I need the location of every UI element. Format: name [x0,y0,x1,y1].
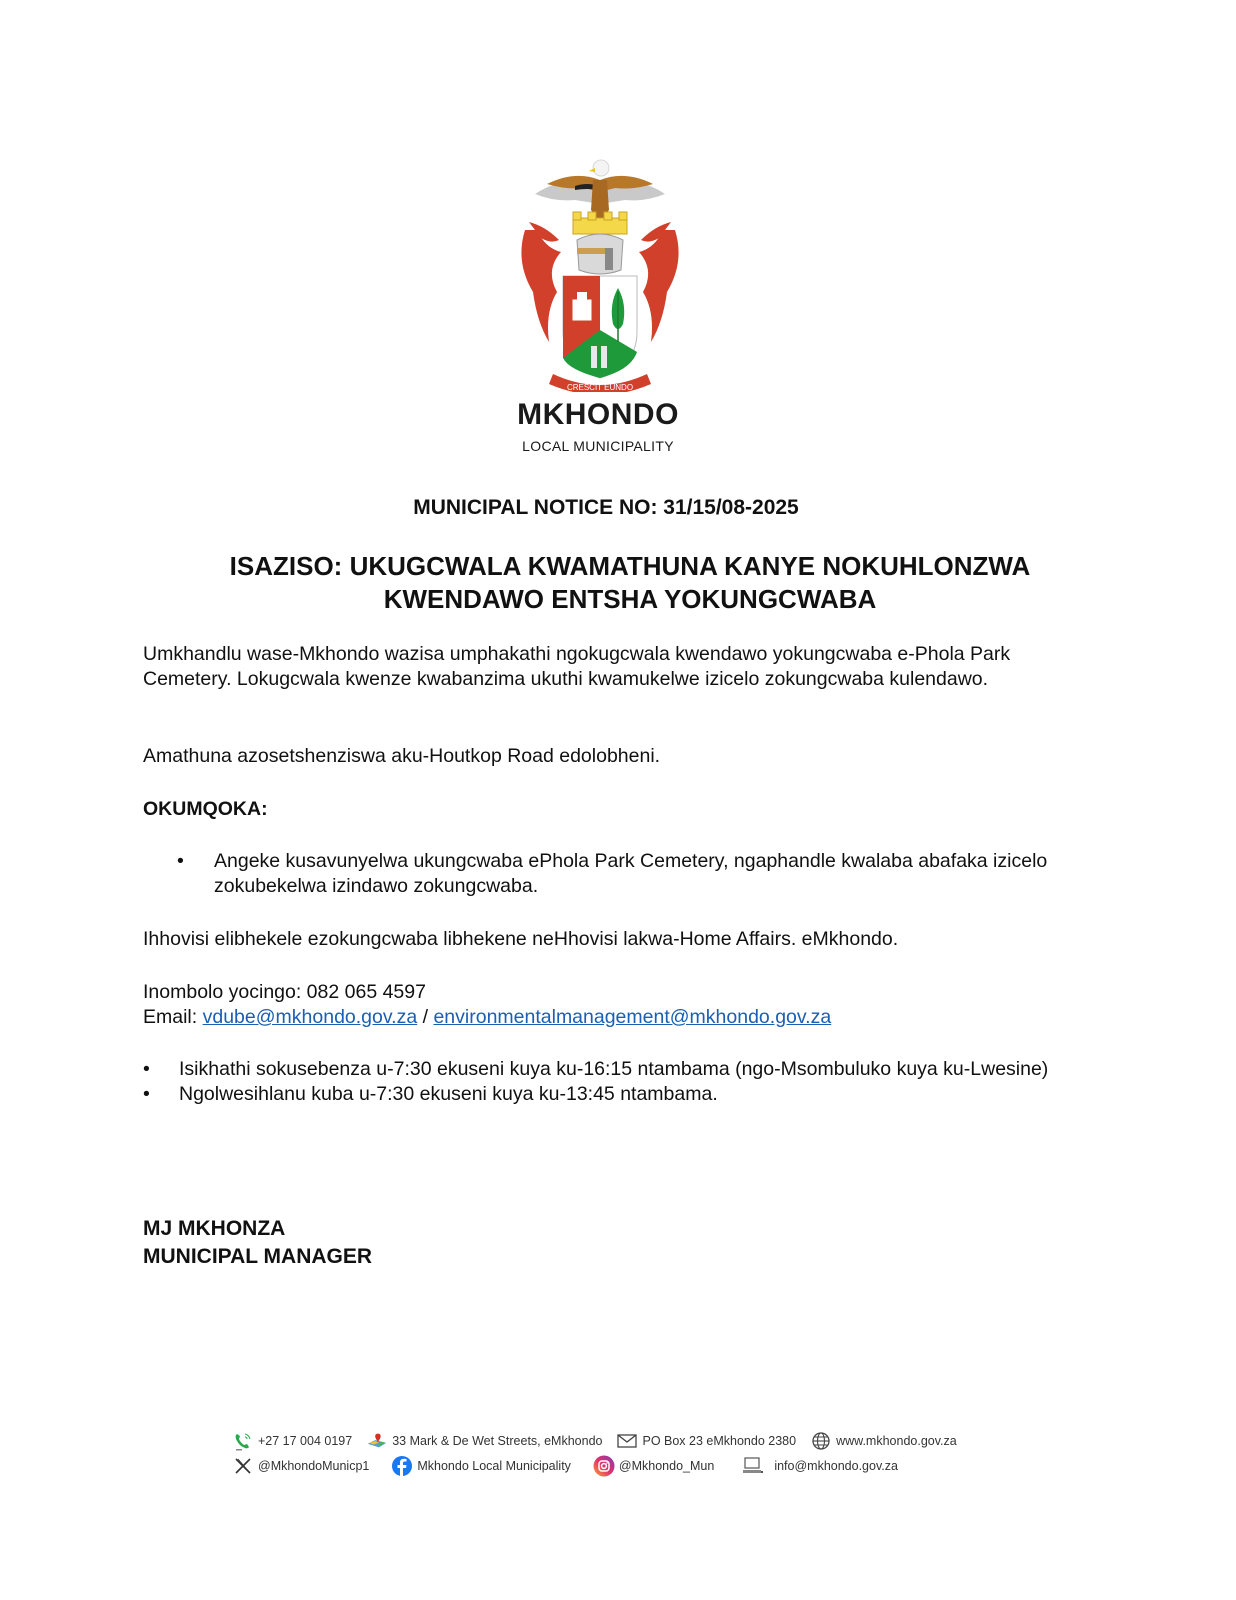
crest-motto: CRESCIT EUNDO [566,383,634,392]
footer-contacts [232,1428,972,1478]
notice-title-line1: ISAZISO: UKUGCWALA KWAMATHUNA KANYE NOKUHLONZWA [229,551,1031,581]
footer-website: www.mkhondo.gov.za [810,1430,957,1452]
signatory-name: MJ MKHONZA [143,1217,286,1240]
list-item [143,849,1083,899]
contact-block [143,980,1083,1030]
municipal-crest-logo [515,152,685,392]
globe-icon [810,1430,832,1452]
email-separator: / [417,1006,434,1028]
signatory-role: MUNICIPAL MANAGER [143,1245,373,1268]
footer-row-2 [232,1453,972,1478]
office-hours-list [143,1057,1083,1107]
list-item-text: Ngolwesihlanu kuba u-7:30 ekuseni kuya ku-13:45 ntambama. [179,1083,718,1105]
footer-instagram: @Mkhondo_Mun [593,1455,714,1477]
phone-line: Inombolo yocingo: 082 065 4597 [143,981,426,1003]
footer-email: info@mkhondo.gov.za [742,1455,898,1477]
bullet-icon: • [143,1083,150,1105]
bullet-icon: • [143,1058,150,1080]
footer-postal: PO Box 23 eMkhondo 2380 [616,1430,796,1452]
list-item-text: Isikhathi sokusebenza u-7:30 ekuseni kuya ku-16:15 ntambama (ngo-Msombuluko kuya ku-Lwesine) [179,1058,1049,1080]
notice-title [160,550,1100,616]
brand-subtitle: LOCAL MUNICIPALITY [522,438,674,454]
footer-facebook: Mkhondo Local Municipality [391,1455,571,1477]
footer-address: 33 Mark & De Wet Streets, eMkhondo [366,1430,602,1452]
list-item [143,1057,1083,1082]
bullet-icon: • [177,850,184,872]
paragraph-office-location: Ihhovisi elibhekele ezokungcwaba libhekene neHhovisi lakwa-Home Affairs. eMkhondo. [143,928,899,950]
x-logo-icon [232,1455,254,1477]
email-label: Email: [143,1006,203,1028]
footer-row-1 [232,1428,972,1453]
list-item-text: Angeke kusavunyelwa ukungcwaba ePhola Park Cemetery, ngaphandle kwalaba abafaka izicelo zokubekelwa izindawo zokungcwaba. [214,850,1048,897]
instagram-icon [593,1455,615,1477]
notice-title-line2: KWENDAWO ENTSHA YOKUNGCWABA [383,584,877,614]
paragraph-new-cemetery: Amathuna azosetshenziswa aku-Houtkop Road edolobheni. [143,745,661,767]
list-item [143,1082,1083,1107]
crest-icon [515,152,685,392]
paragraph-announcement: Umkhandlu wase-Mkhondo wazisa umphakathi ngokugcwala kwendawo yokungcwaba e-Phola Park Cemetery. Lokugcwala kwenze kwabanzima ukuthi kwamukelwe izicelo zokungcwaba kulendawo. [143,643,1011,690]
envelope-icon [616,1430,638,1452]
email-line [143,1005,1083,1030]
map-pin-icon [366,1430,388,1452]
notice-number: MUNICIPAL NOTICE NO: 31/15/08-2025 [413,496,799,519]
footer-x-handle: @MkhondoMunicp1 [232,1455,369,1477]
computer-icon [742,1455,764,1477]
signature-block [143,1215,372,1271]
brand-name: MKHONDO [517,398,679,431]
footer-phone: +27 17 004 0197 [232,1430,352,1452]
email-link-environmental[interactable]: environmentalmanagement@mkhondo.gov.za [433,1006,832,1028]
email-link-vdube[interactable]: vdube@mkhondo.gov.za [202,1006,418,1028]
phone-icon [232,1430,254,1452]
important-heading: OKUMQOKA: [143,798,268,820]
facebook-icon [391,1455,413,1477]
important-list [143,849,1083,899]
